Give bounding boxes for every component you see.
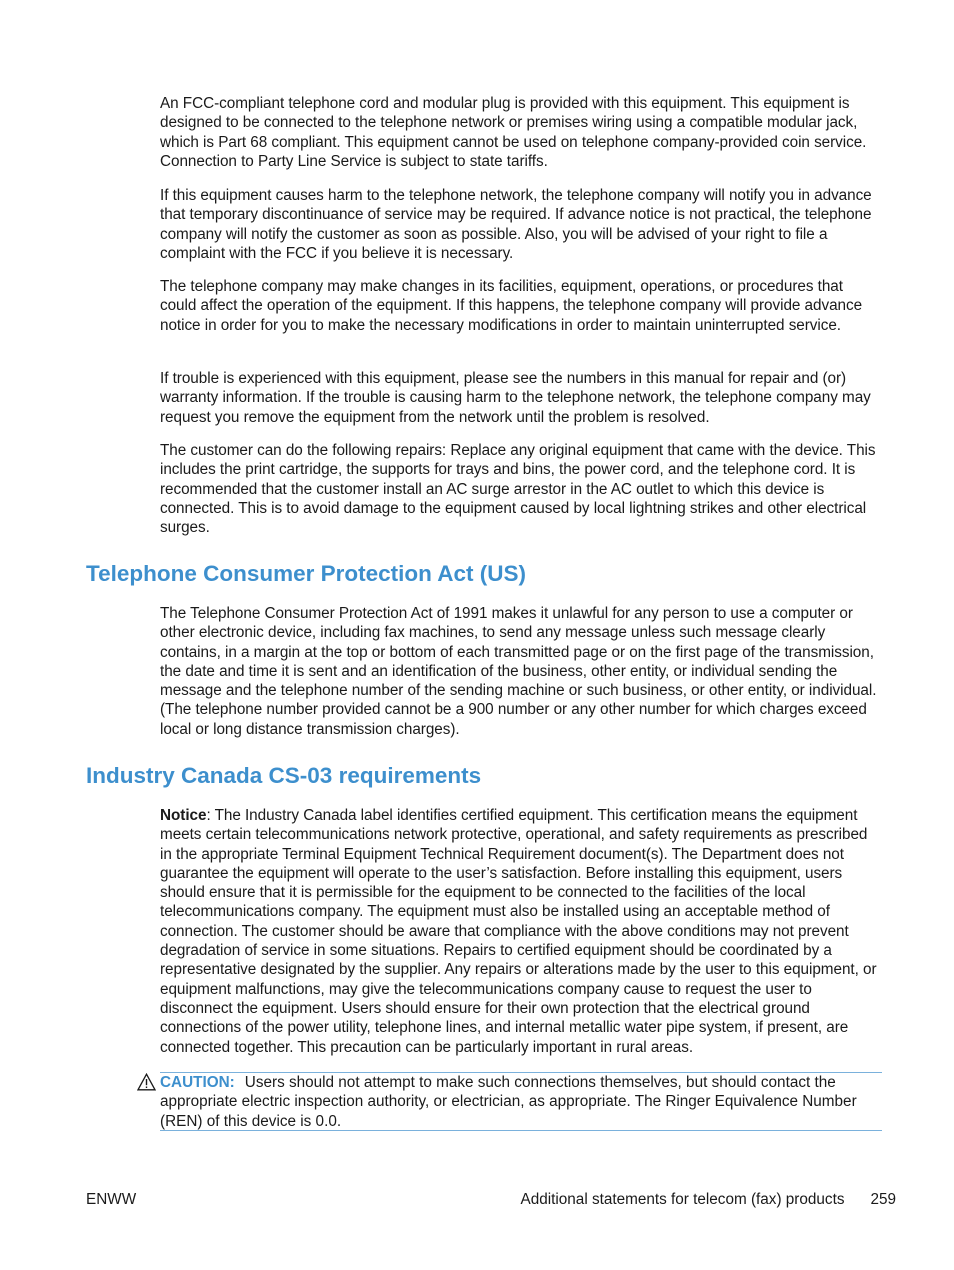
paragraph-trouble: If trouble is experienced with this equipment, please see the numbers in this manual for repair and (or) warranty information. If the trouble is causing harm to the telephone network, the telephone company may request you remove the equipment from the network until the problem is resolved. bbox=[160, 370, 871, 426]
footer-chapter-title: Additional statements for telecom (fax) products bbox=[520, 1191, 845, 1208]
heading-industry-canada: Industry Canada CS-03 requirements bbox=[86, 763, 482, 788]
paragraph-facility-changes: The telephone company may make changes in its facilities, equipment, operations, or procedures that could affect the operation of the equipment. If this happens, the telephone company will provide advance notice in order for you to make the necessary modifications in order to maintain uninterrupted service. bbox=[160, 278, 863, 334]
caution-text bbox=[160, 1073, 882, 1131]
paragraph-customer-repairs: The customer can do the following repairs: Replace any original equipment that came with the device. This includes the print cartridge, the supports for trays and bins, the power cord, and the telephone cord. It is recommended that the customer install an AC surge arrestor in the AC outlet to which this device is connected. This is to avoid damage to the equipment caused by local lightning strikes and other electrical surges. bbox=[160, 442, 876, 537]
footer-right bbox=[521, 1190, 896, 1209]
footer-brand: ENWW bbox=[86, 1191, 137, 1208]
page-number: 259 bbox=[870, 1191, 896, 1208]
caution-label: CAUTION: bbox=[160, 1074, 235, 1091]
notice-body: : The Industry Canada label identifies certified equipment. This certification means the equipment meets certain telecommunications network protective, operational, and safety requirements as prescribed in the appropriate Terminal Equipment Technical Requirement document(s). The Department does not guarantee the equipment will operate to the user’s satisfaction. Before installing this equipment, users should ensure that it is permissible for the equipment to be connected to the facilities of the local telecommunications company. The equipment must also be installed using an acceptable method of connection. The customer should be aware that compliance with the above conditions may not prevent degradation of service in some situations. Repairs to certified equipment should be coordinated by a representative designated by the supplier. Any repairs or alterations made by the user to this equipment, or equipment malfunctions, may give the telecommunications company cause to request the user to disconnect the equipment. Users should ensure for their own protection that the electrical ground connections of the power utility, telephone lines, and internal metallic water pipe system, if present, are connected together. This precaution can be particularly important in rural areas. bbox=[160, 807, 877, 1056]
caution-box bbox=[160, 1072, 882, 1131]
notice-label: Notice bbox=[160, 807, 207, 824]
caution-body: Users should not attempt to make such connections themselves, but should contact the appropriate electric inspection authority, or electrician, as appropriate. The Ringer Equivalence Number (REN) of this device is 0.0. bbox=[160, 1074, 857, 1130]
paragraph-tcpa-body: The Telephone Consumer Protection Act of 1991 makes it unlawful for any person to use a computer or other electronic device, including fax machines, to send any message unless such message clearly contains, in a margin at the top or bottom of each transmitted page or on the first page of the transmission, the date and time it is sent and an identification of the business, other entity, or individual sending the message and the telephone number of the sending machine or such business, or other entity, or individual. (The telephone number provided cannot be a 900 number or any other number for which charges exceed local or long distance transmission charges). bbox=[160, 605, 877, 738]
paragraph-notice bbox=[160, 806, 882, 1057]
paragraph-fcc-cord: An FCC-compliant telephone cord and modular plug is provided with this equipment. This equipment is designed to be connected to the telephone network or premises wiring using a compatible modular jack, which is Part 68 compliant. This equipment cannot be used on telephone company-provided coin service. Connection to Party Line Service is subject to state tariffs. bbox=[160, 95, 867, 170]
paragraph-harm-notice: If this equipment causes harm to the telephone network, the telephone company will notify you in advance that temporary discontinuance of service may be required. If advance notice is not practical, the telephone company will notify the customer as soon as possible. Also, you will be advised of your right to file a complaint with the FCC if you believe it is necessary. bbox=[160, 187, 872, 262]
heading-tcpa: Telephone Consumer Protection Act (US) bbox=[86, 561, 527, 586]
warning-triangle-icon bbox=[137, 1073, 156, 1091]
